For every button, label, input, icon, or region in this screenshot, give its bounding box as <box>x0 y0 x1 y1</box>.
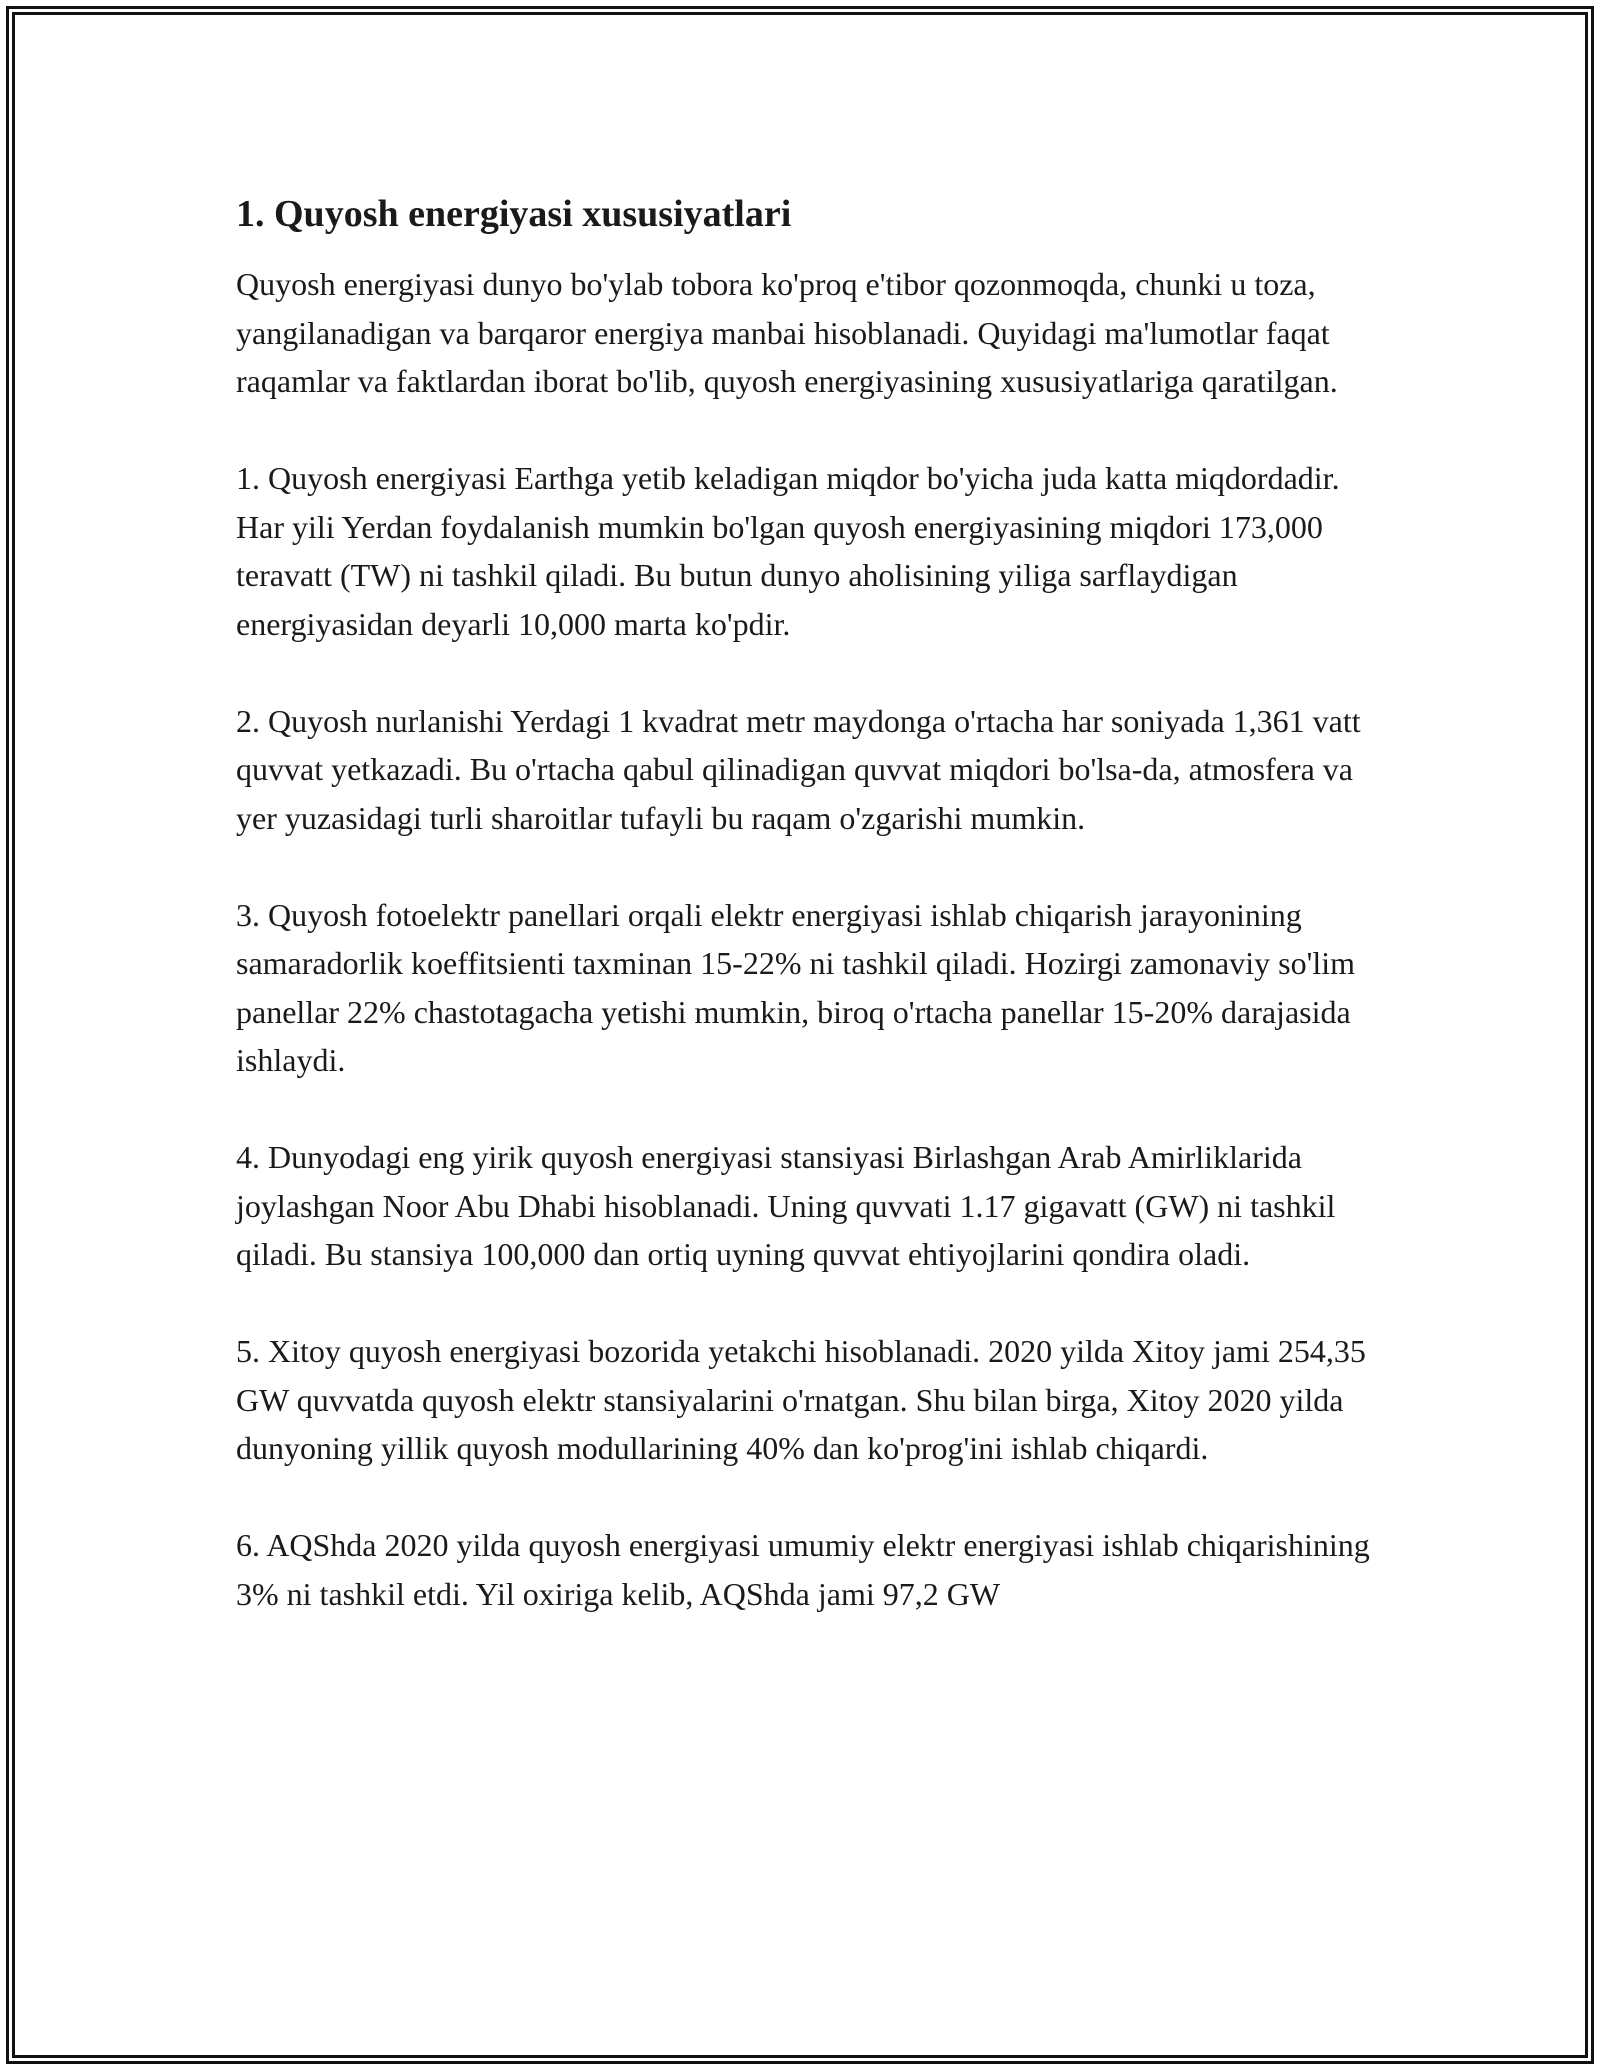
fact-paragraph-6: 6. AQShda 2020 yilda quyosh energiyasi umumiy elektr energiyasi ishlab chiqarishining 3% ni tashkil etdi. Yil oxiriga kelib, AQShda jami 97,2 GW <box>236 1527 1370 1612</box>
fact-paragraph-2: 2. Quyosh nurlanishi Yerdagi 1 kvadrat metr maydonga o'rtacha har soniyada 1,361 vatt quvvat yetkazadi. Bu o'rtacha qabul qilinadigan quvvat miqdori bo'lsa-da, atmosfera va yer yuzasidagi turli sharoitlar tufayli bu raqam o'zgarishi mumkin. <box>236 702 1361 836</box>
intro-paragraph: Quyosh energiyasi dunyo bo'ylab tobora ko'proq e'tibor qozonmoqda, chunki u toza, yangilanadigan va barqaror energiya manbai hisoblanadi. Quyidagi ma'lumotlar faqat raqamlar va faktlardan iborat bo'lib, quyosh energiyasining xususiyatlariga qaratilgan. <box>236 266 1338 399</box>
fact-paragraph-4: 4. Dunyodagi eng yirik quyosh energiyasi stansiyasi Birlashgan Arab Amirliklarida joylashgan Noor Abu Dhabi hisoblanadi. Uning quvvati 1.17 gigavatt (GW) ni tashkil qiladi. Bu stansiya 100,000 dan ortiq uyning quvvat ehtiyojlarini qondira oladi. <box>236 1139 1336 1272</box>
fact-paragraph-1: 1. Quyosh energiyasi Earthga yetib keladigan miqdor bo'yicha juda katta miqdordadir. Har yili Yerdan foydalanish mumkin bo'lgan quyosh energiyasining miqdori 173,000 teravatt (TW) ni tashkil qiladi. Bu butun dunyo aholisining yiliga sarflaydigan energiyasidan deyarli 10,000 marta ko'pdir. <box>236 460 1340 642</box>
fact-paragraph-3: 3. Quyosh fotoelektr panellari orqali elektr energiyasi ishlab chiqarish jarayonining samaradorlik koeffitsienti taxminan 15-22% ni tashkil qiladi. Hozirgi zamonaviy so'lim panellar 22% chastotagacha yetishi mumkin, biroq o'rtacha panellar 15-20% darajasida ishlaydi. <box>236 896 1356 1078</box>
fact-paragraph-5: 5. Xitoy quyosh energiyasi bozorida yetakchi hisoblanadi. 2020 yilda Xitoy jami 254,35 GW quvvatda quyosh elektr stansiyalarini o'rnatgan. Shu bilan birga, Xitoy 2020 yilda dunyoning yillik quyosh modullarining 40% dan ko'prog'ini ishlab chiqardi. <box>236 1333 1366 1466</box>
document-body <box>236 186 1376 1667</box>
section-heading: 1. Quyosh energiyasi xususiyatlari <box>236 193 792 235</box>
